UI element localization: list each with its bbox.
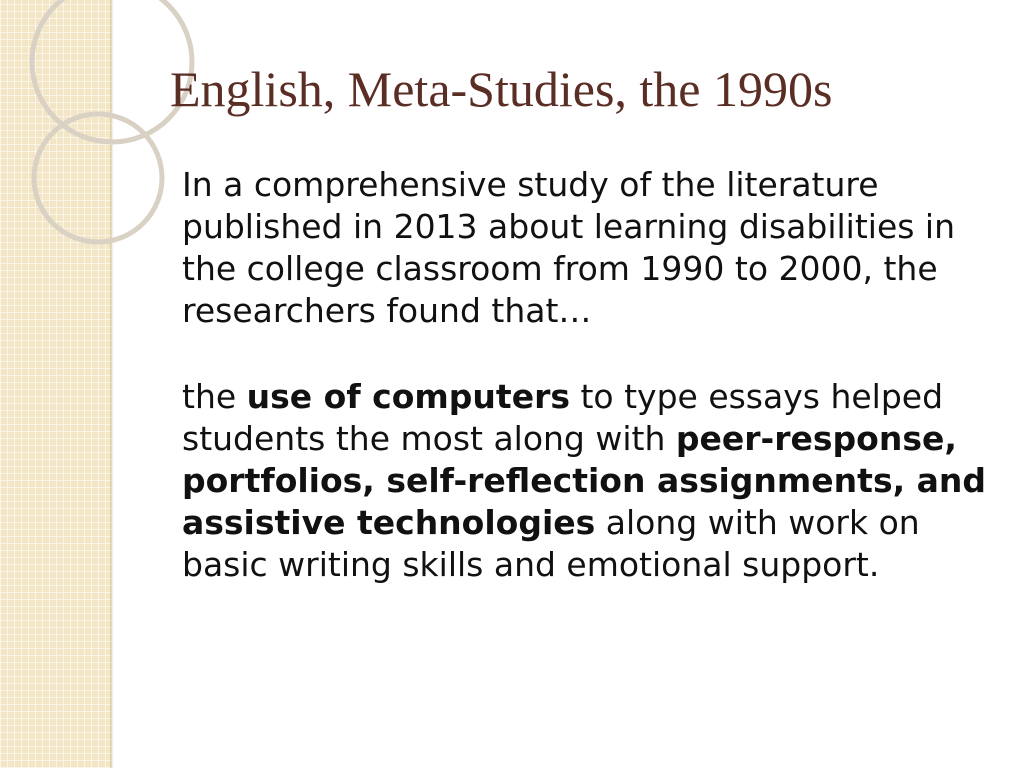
decorative-ring-lower	[34, 114, 162, 242]
findings-paragraph	[182, 376, 992, 586]
findings-bold-2: peer-response, portfolios, self-reflection assignments, and assistive technologies	[182, 419, 987, 542]
findings-text-1: the	[182, 377, 247, 416]
findings-bold-1: use of computers	[246, 377, 570, 416]
intro-paragraph: In a comprehensive study of the literature published in 2013 about learning disabilities in the college classroom from 1990 to 2000, the researchers found that…	[182, 165, 956, 330]
findings-text-2: to type essays helped students the most along with	[182, 377, 944, 458]
decorative-rings-icon	[0, 0, 200, 260]
slide-title: English, Meta-Studies, the 1990s	[170, 61, 833, 117]
decorative-ring-upper	[32, 0, 192, 142]
findings-text-3: along with work on basic writing skills and emotional support.	[182, 503, 920, 584]
slide-body	[182, 164, 992, 586]
